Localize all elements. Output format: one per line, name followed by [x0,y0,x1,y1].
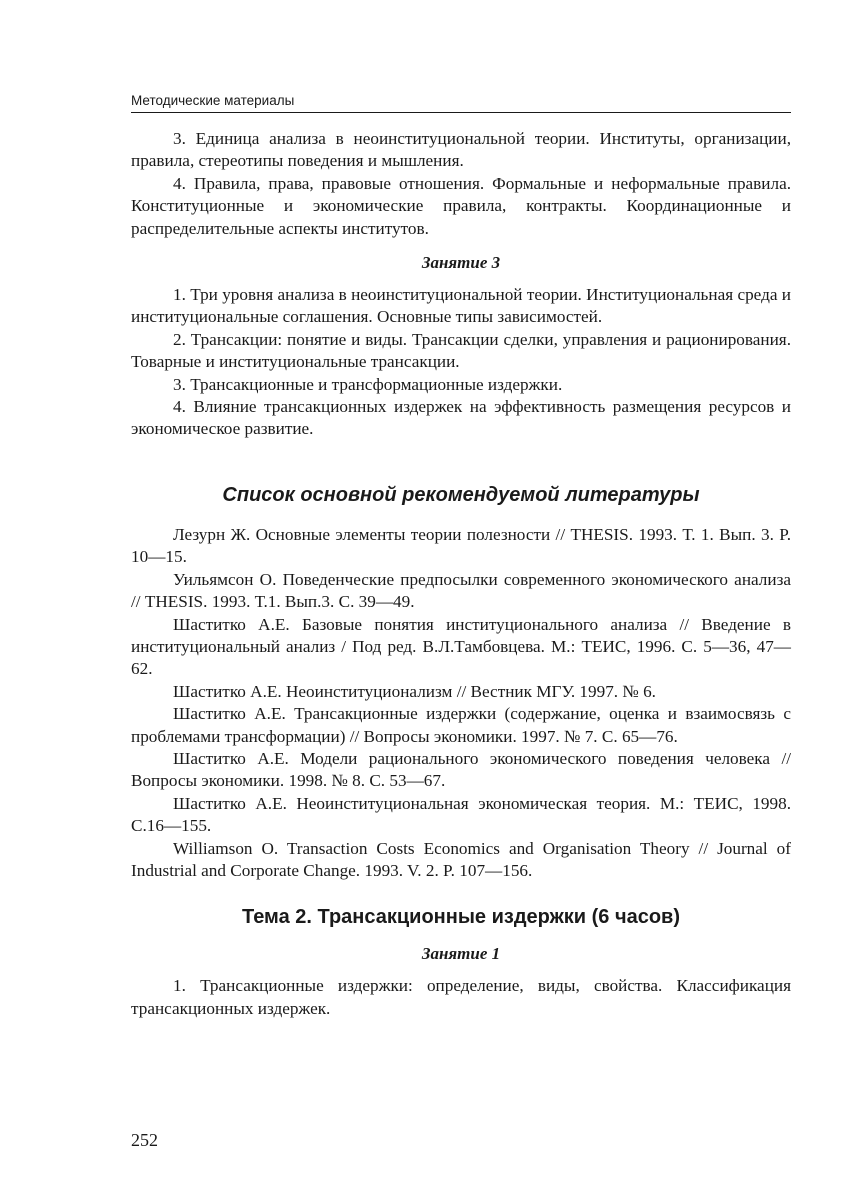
lesson3-item: 1. Три уровня анализа в неоинституциональной теории. Институциональная среда и институциональные соглашения. Основные типы зависимостей. [131,285,791,327]
page-content [131,128,791,1020]
literature-entry: Шаститко А.Е. Модели рационального экономического поведения человека // Вопросы экономики. 1998. № 8. С. 53—67. [131,748,791,791]
literature-entry: Шаститко А.Е. Базовые понятия институционального анализа // Введение в институциональный анализ / Под ред. В.Л.Тамбовцева. М.: ТЕИС, 1996. С. 5—36, 47—62. [131,614,791,679]
literature-entry: Шаститко А.Е. Трансакционные издержки (содержание, оценка и взаимосвязь с проблемами трансформации) // Вопросы экономики. 1997. № 7. С. 65—76. [131,704,791,746]
literature-entry: Шаститко А.Е. Неоинституционализм // Вестник МГУ. 1997. № 6. [173,681,656,701]
topic2-item: 1. Трансакционные издержки: определение, виды, свойства. Классификация трансакционных издержек. [131,976,791,1018]
topic2-lesson-1-heading: Занятие 1 [421,944,501,964]
lesson3-item: 4. Влияние трансакционных издержек на эффективность размещения ресурсов и экономическое развитие. [131,397,791,439]
page-number: 252 [131,1130,158,1150]
literature-entry: Лезурн Ж. Основные элементы теории полезности // THESIS. 1993. Т. 1. Вып. 3. Р. 10—15. [131,524,791,567]
literature-entry: Шаститко А.Е. Неоинституциональная экономическая теория. М.: ТЕИС, 1998. С.16—155. [131,793,791,836]
literature-entry: Williamson O. Transaction Costs Economics and Organisation Theory // Journal of Industrial and Corporate Change. 1993. V. 2. P. 107—156. [131,838,791,880]
literature-heading: Список основной рекомендуемой литературы [222,483,700,506]
lesson3-item: 3. Трансакционные и трансформационные издержки. [173,374,563,394]
lesson-3-heading: Занятие 3 [421,253,501,273]
lesson3-item: 2. Трансакции: понятие и виды. Трансакции сделки, управления и рационирования. Товарные и институциональные трансакции. [131,329,791,372]
section1-item: 4. Правила, права, правовые отношения. Формальные и неформальные правила. Конституционные и экономические правила, контракты. Координационные и распределительные аспекты институтов. [131,173,791,238]
literature-entry: Уильямсон О. Поведенческие предпосылки современного экономического анализа // THESIS. 1993. Т.1. Вып.3. С. 39—49. [131,569,791,612]
section1-item: 3. Единица анализа в неоинституциональной теории. Институты, организации, правила, стереотипы поведения и мышления. [131,129,791,171]
running-header: Методические материалы [131,93,791,113]
topic-2-heading: Тема 2. Трансакционные издержки (6 часов) [241,906,681,929]
